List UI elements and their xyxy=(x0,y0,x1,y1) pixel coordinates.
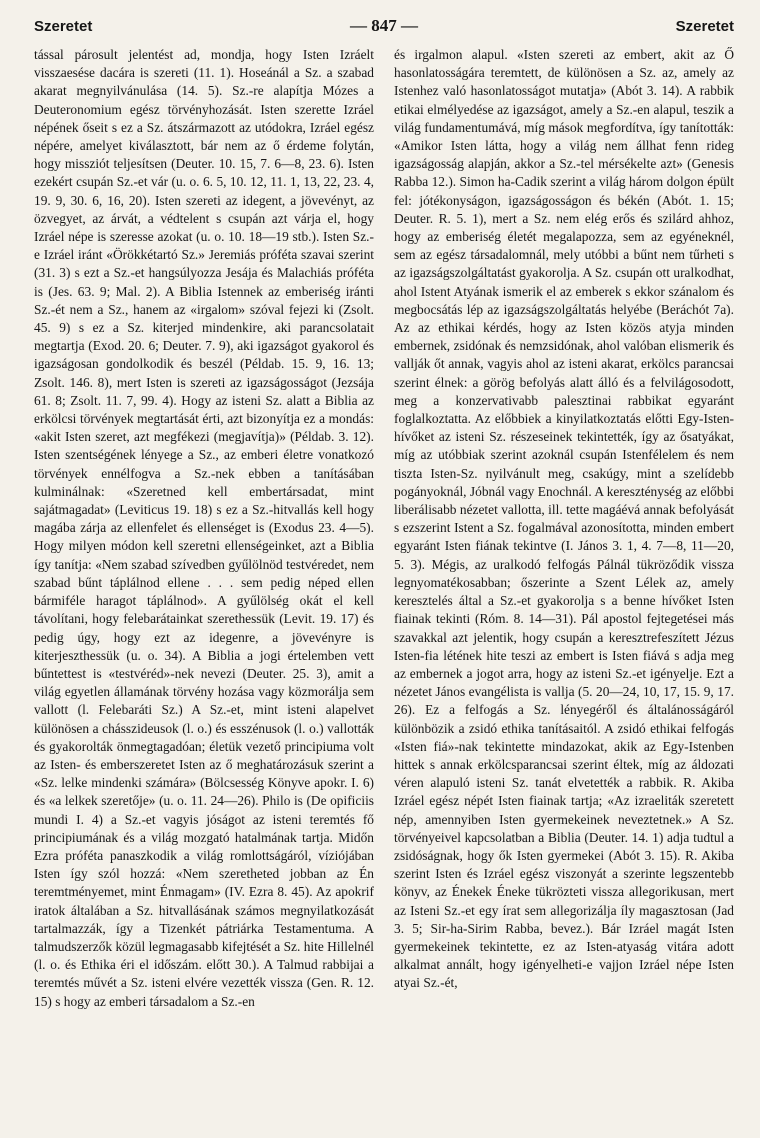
text-columns xyxy=(34,46,734,1011)
right-column xyxy=(394,46,734,1011)
left-column-text: tással párosult jelentést ad, mondja, hogy Isten Izráelt visszaesése dacára is szereti (11. 1). Hoseánál a Sz. a szabad akarat megnyilvánulása (14. 5). Sz.-re alapítja Mózes a Deuteronomium egész törvényhozását. Isten szerette Izráel népének őseit s ez a Sz. átszármazott az utódokra, Izráel egész népére, amelyet kiválasztott, bár nem az ő érdeme folytán, hogy missziót teljesítsen (Deuter. 10. 15, 7. 6—8, 23. 6). Isten ezekért csupán Sz.-et vár (u. o. 6. 5, 10. 12, 11. 1, 13, 22, 23. 4, 19. 9, 30. 6, 16, 20). Isten szereti az idegent, a jövevényt, az özvegyet, az árvát, a védtelent s csupán azt várja el, hogy Izráel népe is szeresse azokat (u. o. 10. 18—19 stb.). Isten Sz.-e Izráel iránt «Örökkétartó Sz.» Jeremiás próféta szavai szerint (31. 3) s ezt a Sz.-et hangsúlyozza Jesája és Malachiás próféta is (Jes. 63. 9; Mal. 2). A Biblia Istennek az emberiség iránti Sz.-ét nem a Sz., hanem az «irgalom» szóval fejezi ki (Zsolt. 45. 9) s ez a Sz. kiterjed mindenkire, aki parancsolatait megtartja (Exod. 20. 6; Deuter. 7. 9), aki igazságot gyakorol és igazságosan gondolkodik és beszél (Példab. 15. 9, 16. 13; Zsolt. 146. 8), mert Isten is szereti az igazságosságot (Jezsája 61. 8; Zsolt. 11. 7, 99. 4). Hogy az isteni Sz. alatt a Biblia az erkölcsi törvények megtartását érti, azt bizonyítja ez a mondás: «akit Isten szeret, azt megfékezi (megjavítja)» (Példab. 3. 12). Isten szentségének lényege a Sz., az emberi életre vonatkozó törvények ennélfogva a Sz.-nek ebben a tanításában kulminálnak: «Szeretned kell embertársadat, mint sajátmagadat» (Leviticus 19. 18) s ez a Sz.-hitvallás kell hogy magába zárja az ellenfelet és ellenséget is (Exodus 23. 4—5). Hogy milyen módon kell szeretni ellenségeinket, azt a Biblia így tanítja: «Nem szabad szívedben gyűlölnöd testvéredet, nem szabad bűnt táplálnod ellene . . . sem pedig néped ellen bármiféle haragot táplálnod». A gyűlölség okát el kell távolítani, hogy felebarátainkat szerethessük (Levit. 19. 17) és pedig úgy, hogy ezt az idegenre, a jövevényre is kiterjeszthessük (u. o. 34). A Biblia a jogi értelemben vett bűntettest is «testvéréd»-nek nevezi (Deuter. 25. 3), amit a világ egyetlen államának törvény hozása vagy közmorálja sem vallott (l. Felebaráti Sz.) A Sz.-et, mint isteni alapelvet különösen a chásszideusok (l. o.) és esszénusok (l. o.) vallották és gyakorolták önmegtagadóan; életük vezető principiuma volt az Isten- és emberszeretet Isten az ő meghatározásuk szerint a «Sz. lelke mindenki számára» (Bölcsesség Könyve apokr. I. 6) és «a lelkek szeretője» (u. o. 11. 24—26). Philo is (De opificiis mundi I. 4) a Sz.-et vagyis jóságot az isteni teremtés fő principiumának és a világ mozgató hatalmának tartja. Midőn Ezra próféta panaszkodik a világ romlottságáról, víziójában Isten így szól hozzá: «Nem szeretheted jobban az Én teremtményemet, mint Énmagam» (IV. Ezra 8. 45). Az apokrif iratok általában a Sz. hitvallásának számos megnyilatkozását tartalmazzák, így a Tizenkét pátriárka Testamentuma. A talmudszerzők közül legmagasabb kifejtését a Sz. hite Hillelnél (l. o. és Ethika éri el időszám. előtt 30.). A Talmud rabbijai a teremtés művét a Sz. isteni elvére vezették vissza (Gen. R. 12. 15) s hogy az emberi társadalom a Sz.-en xyxy=(34,47,374,1009)
page-number: — 847 — xyxy=(350,16,418,35)
header-keyword-right: Szeretet xyxy=(675,18,734,35)
running-header xyxy=(34,16,734,42)
right-column-text: és irgalmon alapul. «Isten szereti az embert, akit az Ő hasonlatosságára teremtett, de különösen a Sz. az, amely az Istenhez való hasonlatosságot mutatja» (Abót 3. 14). A rabbik etikai elmélyedése az igazságot, amely a Sz.-en alapul, teszik a világ fundamentumává, míg mások megfordítva, így tanították: «Amikor Isten látta, hogy a világ nem állhat fenn rideg igazságosság alapján, akkor a Sz.-tel mérsékelte azt» (Genesis Rabba 12.). Simon ha-Cadik szerint a világ három dolgon épült fel: jótékonyságon, igazságosságon és békén (Abót. 1. 15; Deuter. R. 5. 1), mert a Sz. nem elég erős és szilárd ahhoz, hogy az emberiség életét megalapozza, sem az egyéneknél, sem az egész társadalomnál, mely utóbbi a bűnt nem tűrheti s az igazságszolgáltatást gyakorolja. A Sz. csupán ott uralkodhat, ahol Istent Atyának ismerik el az emberek s ekkor szánalom és megbocsátás lép az igazságszolgáltatás helyébe (Beráchót 7a). Az az ethikai kérdés, hogy az Isten közös atyja minden embernek, zsidónak és nemzsidónak, ahol valóban elismerik és vallják őt annak, vagyis ahol az isteni akarat, erkölcs parancsai szerint élnek: a görög befolyás alatt álló és a felvilágosodott, meg a konzervativabb palesztinai rabbikat egyaránt foglalkoztatta. Az előbbiek a kinyilatkoztatás előtti Egy-Isten-hívőket az isteni Sz. részeseinek tekintették, így az ősatyákat, míg az utóbbiak szerint azoknál csupán Istenfélelem és nem tiszta Isten-Sz. nyilvánult meg, csakúgy, mint a szelídebb pogányoknál, Jóbnál vagy Enochnál. A kereszténység az előbbi liberálisabb nézetet vallotta, ill. tette magáévá annak befolyását s ezszerint Istent a Sz. fogalmával azonosította, minden embert egyaránt Isten fiának tekintve (I. János 3. 1, 4. 7—8, 11—20, 5. 3). Mégis, az uralkodó felfogás Pálnál tükröződik vissza legnyomatékosabban; őszerinte a Szent Lélek az, amely keresztelés által a Sz.-et gyakorolja s a benne hívőket Isten fiainak tekinti (Róm. 8. 14—31). Pál apostol fejtegetései más szavakkal azt jelentik, hogy csupán a keresztrefeszített Jézus Isten-fia létének hite teszi az embert is Isten fiává s adja meg az embernek a jogot arra, hogy az isteni Sz.-et igényelje. Ezt a nézetet János evangélista is vallja (5. 20—24, 10, 17, 15. 9, 17. 26). Ez a felfogás a Sz. lényegéről és általánosságáról különbözik a zsidó ethika tanításaitól. A zsidó ethikai felfogás «Isten fiá»-nak tekintette mindazokat, akik az Egy-Istenben hittek s annak erkölcsparancsai szerint éltek, míg az áldozati véren alapuló isteni Sz. tanát elvetették a rabbik. R. Akiba Izráel egész népét Isten fiainak tartja; «Az izraeliták szeretett nép, amennyiben Isten gyermekeinek neveztetnek.» A Sz. törvényeivel kapcsolatban a Biblia (Deuter. 14. 1) adja tudtul a zsidóságnak, hogy ők Isten gyermekei (Abót 3. 15). R. Akiba szerint Isten és Izráel egész viszonyát a szerinte legszentebb könyv, az Énekek Éneke tükrözteti vissza allegorikusan, mert az Isteni Sz.-et egy írat sem allegorizálja íly magasztosan (Jad 3. 5; Sir-ha-Sirim Rabba, bevez.). Bár Izráel magát Isten gyermekeinek tekintette, ez az Isten-atyaság vitára adott alkalmat annált, hogy igényelheti-e vajjon Izráel népe Isten atyai Sz.-ét, xyxy=(394,47,734,991)
left-column xyxy=(34,46,374,1011)
header-keyword-left: Szeretet xyxy=(34,18,93,35)
